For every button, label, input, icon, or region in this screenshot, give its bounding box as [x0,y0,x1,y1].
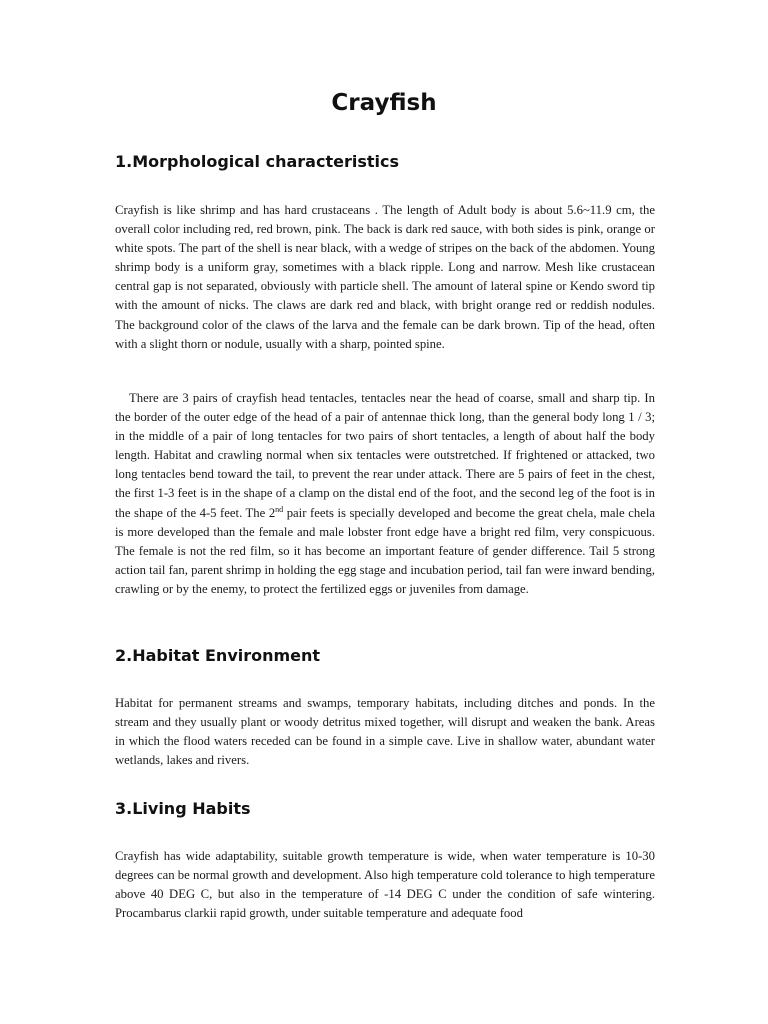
document-title: Crayfish [331,90,437,116]
paragraph-text: pair feets is specially developed and become the great chela, male chela is more developed than the female and male lobster front edge have a bright red film, very conspicuous. The female is not the red film, so it has become an important feature of gender difference. Tail 5 strong action tail fan, parent shrimp in holding the egg stage and incubation period, tail fan were inward bending, crawling or by the enemy, to protect the fertilized eggs or juveniles from damage. [115,505,655,596]
paragraph-text: There are 3 pairs of crayfish head tentacles, tentacles near the head of coarse, small and sharp tip. In the border of the outer edge of the head of a pair of antennae thick long, than the general body long 1 / 3; in the middle of a pair of long tentacles for two pairs of short tentacles, a length of about half the body length. Habitat and crawling normal when six tentacles were outstretched. If frightened or attacked, two long tentacles bend toward the tail, to prevent the rear under attack. There are 5 pairs of feet in the chest, the first 1-3 feet is in the shape of a clamp on the distal end of the foot, and the second leg of the foot is in the shape of the 4-5 feet. The 2 [115,391,655,520]
paragraph-living-habits: Crayfish has wide adaptability, suitable growth temperature is wide, when water temperature is 10-30 degrees can be normal growth and development. Also high temperature cold tolerance to high temperature above 40 DEG C, but also in the temperature of -14 DEG C under the condition of safe wintering. Procambarus clarkii rapid growth, under suitable temperature and adequate food [115,849,655,921]
paragraph-morphology-1: Crayfish is like shrimp and has hard crustaceans . The length of Adult body is about 5.6~11.9 cm, the overall color including red, red brown, pink. The back is dark red sauce, with both sides is pink, orange or white spots. The part of the shell is near black, with a wedge of stripes on the back of the abdomen. Young shrimp body is a uniform gray, sometimes with a black ripple. Long and narrow. Mesh like crustacean central gap is not separated, obviously with particle shell. The amount of lateral spine or Kendo sword tip with the amount of nicks. The claws are dark red and black, with bright orange red or reddish nodules. The background color of the claws of the larva and the female can be dark brown. Tip of the head, often with a slight thorn or nodule, usually with a sharp, pointed spine. [115,203,655,351]
section-heading-habitat: 2.Habitat Environment [115,646,321,665]
section-heading-living-habits: 3.Living Habits [115,799,251,818]
paragraph-morphology-2 [115,389,655,599]
ordinal-superscript: nd [275,504,284,514]
paragraph-habitat: Habitat for permanent streams and swamps, temporary habitats, including ditches and ponds. In the stream and they usually plant or woody detritus mixed together, will disrupt and weaken the bank. Areas in which the flood waters receded can be found in a simple cave. Live in shallow water, abundant water wetlands, lakes and rivers. [115,696,655,768]
section-heading-morphology: 1.Morphological characteristics [115,152,399,171]
